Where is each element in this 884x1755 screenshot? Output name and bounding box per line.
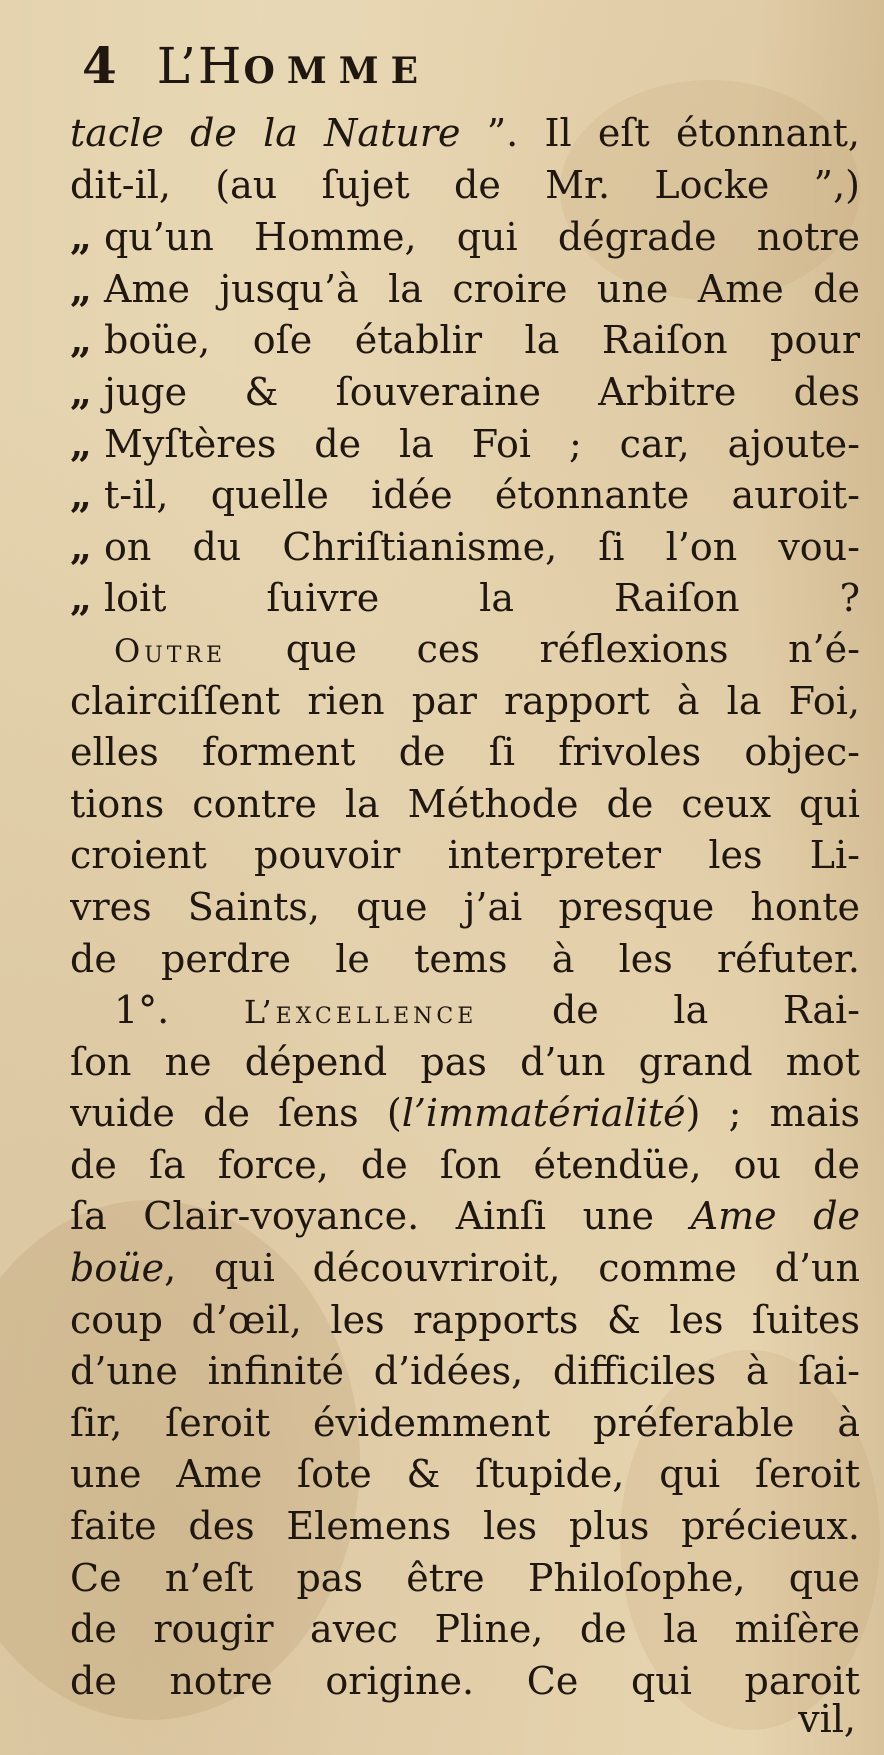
line-text: Ame jusqu’à la croire une Ame de <box>104 266 860 311</box>
text-line <box>70 1191 860 1243</box>
text-line <box>70 1037 860 1089</box>
text-line <box>70 1088 860 1140</box>
page-header <box>82 36 430 106</box>
running-title: L’HOMME <box>156 37 431 95</box>
page-number: 4 <box>82 36 117 95</box>
text-line <box>70 676 860 728</box>
text-line <box>70 1449 860 1501</box>
text-line <box>70 1604 860 1656</box>
quote-mark: „ <box>70 317 92 363</box>
text-line <box>70 727 860 779</box>
italic-text: boüe <box>70 1246 165 1291</box>
line-text: clairciſſent rien par rapport à la Foi, <box>70 678 860 723</box>
italic-text: tacle de la Nature <box>70 111 461 155</box>
line-text: ”. Il eſt étonnant, <box>460 111 860 155</box>
line-text: d’une infinité d’idées, difficiles à ſai- <box>70 1349 860 1394</box>
text-line <box>70 1398 860 1450</box>
quote-mark: „ <box>70 265 92 311</box>
quote-mark: „ <box>70 214 92 260</box>
text-line <box>70 418 860 470</box>
line-text: tions contre la Méthode de ceux qui <box>70 781 860 826</box>
text-line <box>70 779 860 831</box>
quote-mark: „ <box>70 368 92 414</box>
line-text: 1°. <box>114 988 244 1033</box>
line-text: de rougir avec Pline, de la miſère <box>70 1607 860 1652</box>
text-line <box>70 263 860 315</box>
text-line <box>70 1656 860 1708</box>
text-line <box>70 314 860 366</box>
line-text: , qui découvriroit, comme d’un <box>164 1246 860 1291</box>
page-body-text <box>70 108 860 1707</box>
line-text: de ſa force, de ſon étendüe, ou de <box>70 1142 860 1187</box>
italic-text: l’immatérialité <box>401 1091 686 1136</box>
text-line <box>70 1140 860 1192</box>
line-text: coup d’œil, les rapports & les ſuites <box>70 1297 860 1342</box>
line-text: de notre origine. Ce qui paroit <box>70 1658 860 1703</box>
small-caps-text: Outre <box>114 631 227 670</box>
line-text: boüe, oſe établir la Raiſon pour <box>104 318 860 363</box>
line-text: juge & ſouveraine Arbitre des <box>104 369 860 414</box>
text-line <box>70 572 860 624</box>
line-text: qu’un Homme, qui dégrade notre <box>104 215 860 260</box>
text-line <box>70 934 860 986</box>
line-text: de la Rai- <box>477 988 860 1033</box>
line-text: vres Saints, que j’ai presque honte <box>70 884 860 929</box>
line-text: Myſtères de la Foi ; car, ajoute- <box>104 421 860 466</box>
text-line <box>70 624 860 676</box>
line-text: elles forment de ſi frivoles objec- <box>70 730 860 775</box>
text-line <box>70 1243 860 1295</box>
text-line <box>70 469 860 521</box>
line-text: ſa Clair-voyance. Ainſi une <box>70 1194 691 1239</box>
line-text: une Ame ſote & ſtupide, qui ſeroit <box>70 1452 860 1497</box>
line-text: faite des Elemens les plus précieux. <box>70 1504 860 1549</box>
text-line <box>70 985 860 1037</box>
text-line <box>70 1346 860 1398</box>
text-line <box>70 830 860 882</box>
line-text: croient pouvoir interpreter les Li- <box>70 833 860 878</box>
text-line <box>70 1553 860 1605</box>
line-text: loit ſuivre la Raiſon ? <box>104 576 860 621</box>
text-line <box>70 1295 860 1347</box>
quote-mark: „ <box>70 575 92 621</box>
line-text: on du Chriſtianisme, ſi l’on vou- <box>104 524 860 569</box>
line-text: ſir, ſeroit évidemment préferable à <box>70 1400 860 1445</box>
italic-text: Ame de <box>690 1194 860 1239</box>
text-line <box>70 108 860 160</box>
line-text: dit-il, (au ſujet de Mr. Locke ”,) <box>70 162 860 207</box>
text-line <box>70 1501 860 1553</box>
line-text: Ce n’eſt pas être Philoſophe, que <box>70 1555 860 1600</box>
line-text: ſon ne dépend pas d’un grand mot <box>70 1039 860 1084</box>
small-caps-text: L’excellence <box>243 993 478 1032</box>
line-text: vuide de ſens ( <box>70 1091 402 1136</box>
text-line <box>70 882 860 934</box>
line-text: de perdre le tems à les réfuter. <box>70 936 860 981</box>
line-text: que ces réflexions n’é- <box>226 626 860 671</box>
quote-mark: „ <box>70 472 92 518</box>
quote-mark: „ <box>70 420 92 466</box>
text-line <box>70 366 860 418</box>
line-text: t-il, quelle idée étonnante auroit- <box>104 473 860 518</box>
text-line <box>70 160 860 212</box>
quote-mark: „ <box>70 523 92 569</box>
catchword: vil, <box>798 1697 856 1741</box>
text-line <box>70 211 860 263</box>
text-line <box>70 521 860 573</box>
line-text: ) ; mais <box>685 1091 860 1136</box>
